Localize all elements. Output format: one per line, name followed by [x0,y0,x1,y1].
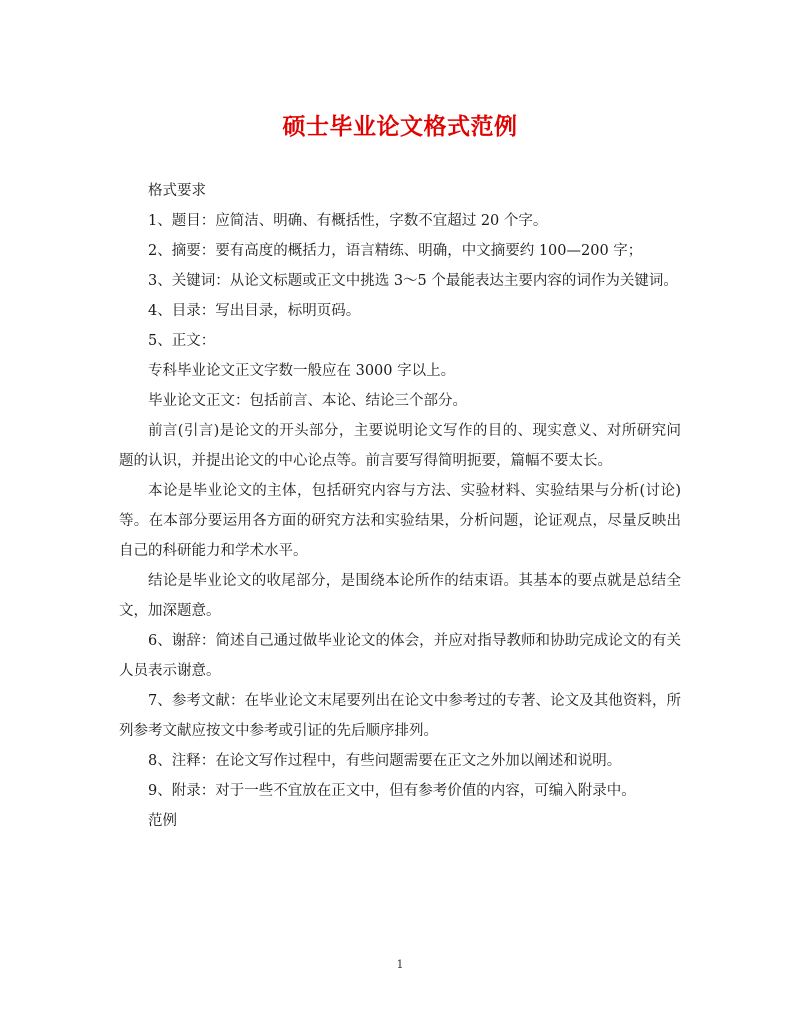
paragraph-main-text-parts: 毕业论文正文：包括前言、本论、结论三个部分。 [148,393,467,409]
paragraph-contents-rule: 4、目录：写出目录，标明页码。 [148,303,361,319]
paragraph-example-heading: 范例 [148,813,177,829]
paragraph-appendix-rule: 9、附录：对于一些不宜放在正文中，但有参考价值的内容，可编入附录中。 [148,783,636,799]
paragraph-references-rule: 7、参考文献：在毕业论文末尾要列出在论文中参考过的专著、论文及其他资料，所列参考文献应按文中参考或引证的先后顺序排列。 [119,693,681,739]
page-number: 1 [396,958,404,971]
paragraph-abstract-rule: 2、摘要：要有高度的概括力，语言精练、明确，中文摘要约 100—200 字； [148,243,643,259]
paragraph-acknowledgements-rule: 6、谢辞：简述自己通过做毕业论文的体会，并应对指导教师和协助完成论文的有关人员表示谢意。 [119,633,681,679]
paragraph-main-body: 本论是毕业论文的主体，包括研究内容与方法、实验材料、实验结果与分析(讨论)等。在本部分要运用各方面的研究方法和实验结果，分析问题，论证观点，尽量反映出自己的科研能力和学术水平。 [119,483,681,559]
paragraph-format-requirements: 格式要求 [148,183,206,199]
paragraph-word-count: 专科毕业论文正文字数一般应在 3000 字以上。 [148,363,456,379]
document-body [119,176,681,836]
paragraph-title-rule: 1、题目：应简洁、明确、有概括性，字数不宜超过 20 个字。 [148,213,548,229]
paragraph-notes-rule: 8、注释：在论文写作过程中，有些问题需要在正文之外加以阐述和说明。 [148,753,622,769]
paragraph-keywords-rule: 3、关键词：从论文标题或正文中挑选 3～5 个最能表达主要内容的词作为关键词。 [148,273,678,289]
paragraph-preface: 前言(引言)是论文的开头部分，主要说明论文写作的目的、现实意义、对所研究问题的认识，并提出论文的中心论点等。前言要写得简明扼要，篇幅不要太长。 [119,423,681,469]
paragraph-main-text-heading: 5、正文： [148,333,216,349]
document-title: 硕士毕业论文格式范例 [282,113,518,140]
paragraph-conclusion: 结论是毕业论文的收尾部分，是围绕本论所作的结束语。其基本的要点就是总结全文，加深题意。 [119,573,681,619]
